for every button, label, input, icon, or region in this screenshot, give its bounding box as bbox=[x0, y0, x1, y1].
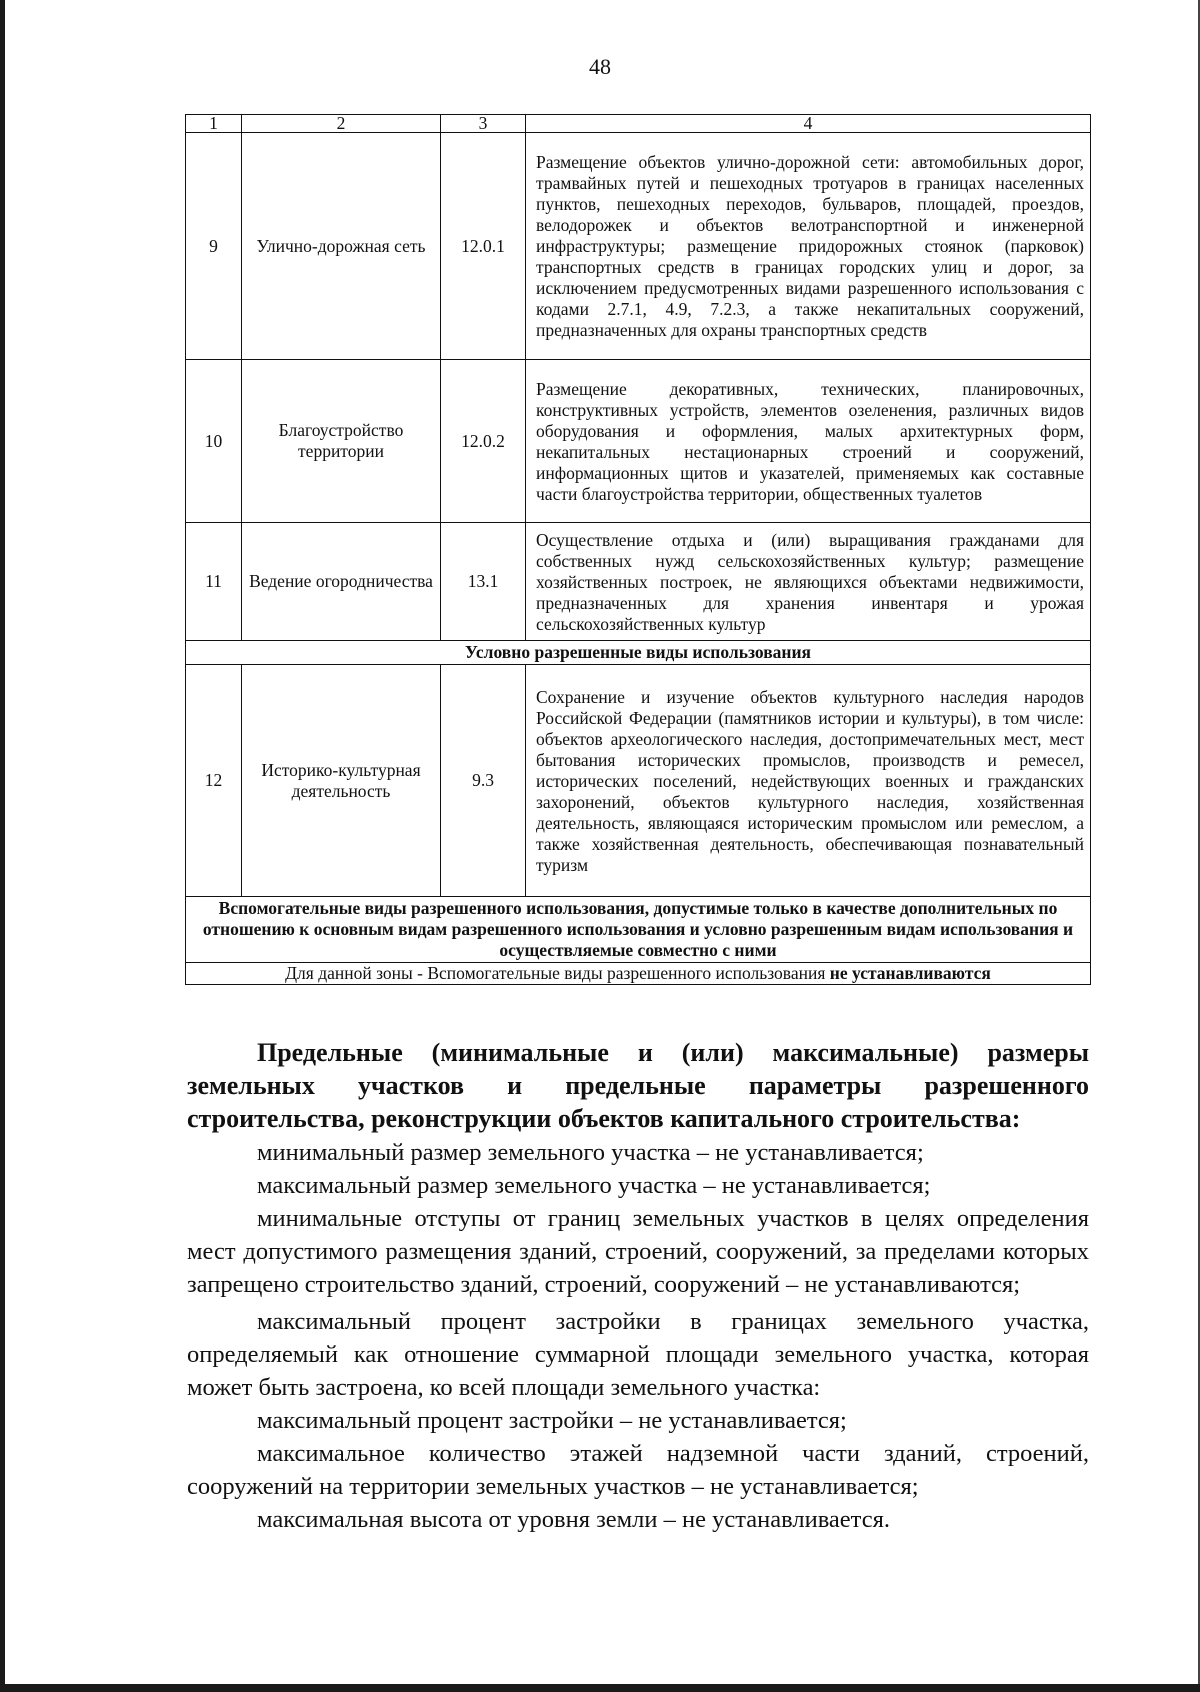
row-number: 10 bbox=[186, 360, 242, 523]
auxiliary-note-prefix: Для данной зоны - Вспомогательные виды разрешенного использования bbox=[285, 963, 826, 983]
auxiliary-note-strong: не устанавливаются bbox=[829, 963, 991, 983]
parameter-paragraph: минимальные отступы от границ земельных участков в целях определения мест допустимого размещения зданий, строений, сооружений, за пределами которых запрещено строительство зданий, строений, сооружений – не устанавливаются; bbox=[187, 1205, 1089, 1298]
parameters-list bbox=[187, 1136, 1089, 1536]
use-type-description: Сохранение и изучение объектов культурного наследия народов Российской Федерации (памятников истории и культуры), в том числе: объектов археологического наследия, достопримечательных мест, мест бытования исторических промыслов, производств и ремесел, исторических поселений, недействующих военных и гражданских захоронений, объектов культурного наследия, хозяйственная деятельность, являющаяся историческим промыслом или ремеслом, а также хозяйственная деятельность, обеспечивающая познавательный туризм bbox=[526, 665, 1091, 897]
parameter-paragraph: минимальный размер земельного участка – не устанавливается; bbox=[257, 1139, 924, 1166]
parameters-heading bbox=[187, 1036, 1089, 1135]
use-type-name: Улично-дорожная сеть bbox=[242, 133, 441, 360]
table-row bbox=[186, 133, 1091, 360]
auxiliary-uses-section-row bbox=[186, 897, 1091, 963]
parameter-paragraph: максимальный процент застройки – не устанавливается; bbox=[257, 1407, 847, 1434]
parameter-paragraph: максимальное количество этажей надземной части зданий, строений, сооружений на территории земельных участков – не устанавливается; bbox=[187, 1440, 1089, 1500]
use-type-description: Размещение объектов улично-дорожной сети: автомобильных дорог, трамвайных путей и пешеходных тротуаров в границах населенных пунктов, пешеходных переходов, бульваров, площадей, проездов, велодорожек и объектов велотранспортной и инженерной инфраструктуры; размещение придорожных стоянок (парковок) транспортных средств в границах городских улиц и дорог, за исключением предусмотренных видами разрешенного использования с кодами 2.7.1, 4.9, 7.2.3, а также некапитальных сооружений, предназначенных для охраны транспортных средств bbox=[526, 133, 1091, 360]
use-type-code: 12.0.2 bbox=[441, 360, 526, 523]
parameters-heading-text: Предельные (минимальные и (или) максимальные) размеры земельных участков и предельные параметры разрешенного строительства, реконструкции объектов капитального строительства: bbox=[187, 1038, 1089, 1133]
column-number-2: 2 bbox=[242, 115, 441, 133]
table-row bbox=[186, 360, 1091, 523]
table-row bbox=[186, 523, 1091, 641]
row-number: 9 bbox=[186, 133, 242, 360]
auxiliary-uses-note-row bbox=[186, 963, 1091, 985]
conditional-uses-section-row bbox=[186, 641, 1091, 665]
column-number-4: 4 bbox=[526, 115, 1091, 133]
use-type-description: Осуществление отдыха и (или) выращивания гражданами для собственных нужд сельскохозяйственных культур; размещение хозяйственных построек, не являющихся объектами недвижимости, предназначенных для хранения инвентаря и урожая сельскохозяйственных культур bbox=[526, 523, 1091, 641]
column-number-1: 1 bbox=[186, 115, 242, 133]
use-type-name: Благоустройство территории bbox=[242, 360, 441, 523]
scan-border-bottom bbox=[0, 1684, 1200, 1692]
use-type-code: 12.0.1 bbox=[441, 133, 526, 360]
use-type-code: 13.1 bbox=[441, 523, 526, 641]
parameter-paragraph: максимальный размер земельного участка – не устанавливается; bbox=[257, 1172, 931, 1199]
row-number: 11 bbox=[186, 523, 242, 641]
use-type-description: Размещение декоративных, технических, планировочных, конструктивных устройств, элементов озеленения, различных видов оборудования и оформления, малых архитектурных форм, некапитальных нестационарных строений и сооружений, информационных щитов и указателей, применяемых как составные части благоустройства территории, общественных туалетов bbox=[526, 360, 1091, 523]
page-number: 48 bbox=[589, 54, 611, 79]
land-use-table bbox=[185, 114, 1091, 985]
table-header-row bbox=[186, 115, 1091, 133]
row-number: 12 bbox=[186, 665, 242, 897]
column-number-3: 3 bbox=[441, 115, 526, 133]
use-type-code: 9.3 bbox=[441, 665, 526, 897]
scan-border-left bbox=[0, 0, 5, 1692]
table-row bbox=[186, 665, 1091, 897]
use-type-name: Историко-культурная деятельность bbox=[242, 665, 441, 897]
conditional-uses-title: Условно разрешенные виды использования bbox=[186, 641, 1091, 665]
auxiliary-uses-note bbox=[186, 963, 1091, 985]
parameter-paragraph: максимальная высота от уровня земли – не устанавливается. bbox=[257, 1506, 890, 1533]
parameter-paragraph: максимальный процент застройки в границах земельного участка, определяемый как отношение суммарной площади земельного участка, которая может быть застроена, ко всей площади земельного участка: bbox=[187, 1308, 1089, 1401]
auxiliary-uses-title: Вспомогательные виды разрешенного использования, допустимые только в качестве дополнительных по отношению к основным видам разрешенного использования и условно разрешенным видам использования и осуществляемые совместно с ними bbox=[186, 897, 1091, 963]
use-type-name: Ведение огородничества bbox=[242, 523, 441, 641]
